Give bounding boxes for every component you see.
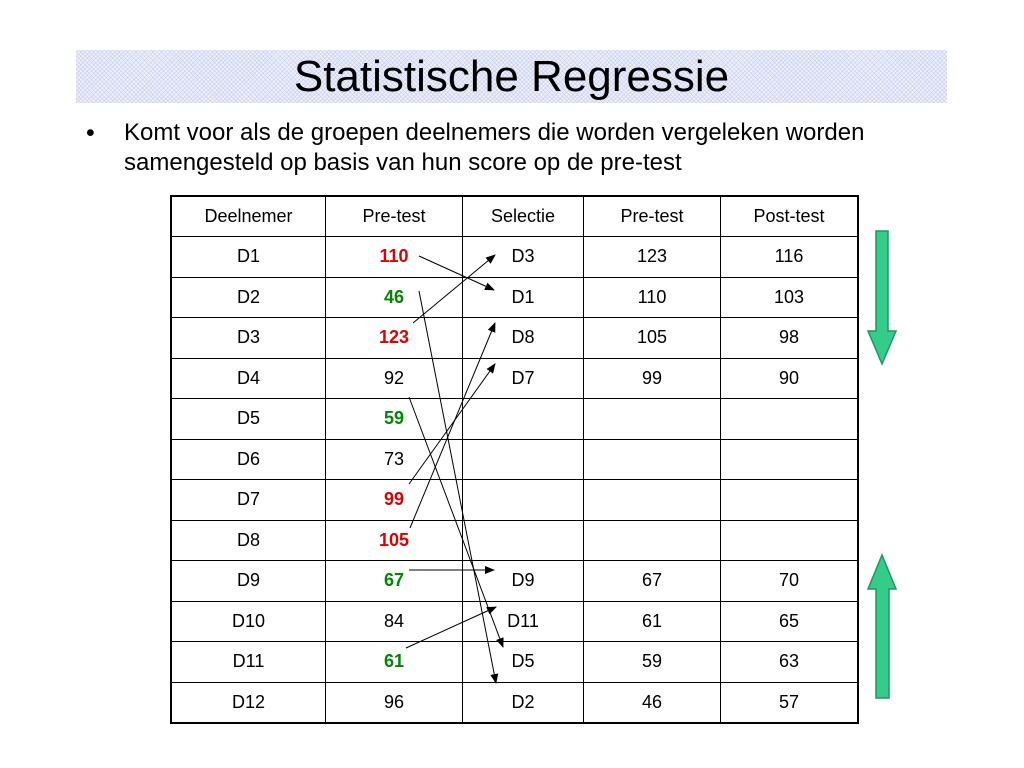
- cell-pretest: 96: [326, 682, 463, 723]
- connector-arrow: [409, 397, 503, 647]
- arrow-down-icon: [868, 231, 896, 364]
- connector-arrow: [410, 323, 495, 528]
- cell-pretest: 123: [326, 318, 463, 359]
- header-selectie: Selectie: [463, 196, 584, 237]
- cell-pretest: 105: [326, 520, 463, 561]
- cell-pretest: 84: [326, 601, 463, 642]
- cell-posttest: 63: [721, 642, 859, 683]
- header-pretest: Pre-test: [326, 196, 463, 237]
- cell-selected-pretest: 105: [584, 318, 721, 359]
- connector-arrow: [419, 256, 494, 290]
- header-selected-pretest: Pre-test: [584, 196, 721, 237]
- cell-deelnemer: D12: [171, 682, 326, 723]
- cell-posttest: 65: [721, 601, 859, 642]
- cell-selected-pretest: 61: [584, 601, 721, 642]
- cell-deelnemer: D4: [171, 358, 326, 399]
- cell-deelnemer: D9: [171, 561, 326, 602]
- header-deelnemer: Deelnemer: [171, 196, 326, 237]
- cell-pretest: 46: [326, 277, 463, 318]
- cell-posttest: 90: [721, 358, 859, 399]
- cell-pretest: 59: [326, 399, 463, 440]
- cell-posttest: 57: [721, 682, 859, 723]
- header-posttest: Post-test: [721, 196, 859, 237]
- cell-selected-pretest: 46: [584, 682, 721, 723]
- cell-deelnemer: D5: [171, 399, 326, 440]
- connector-arrow: [409, 364, 495, 484]
- cell-selectie: D5: [463, 642, 584, 683]
- cell-deelnemer: D2: [171, 277, 326, 318]
- cell-selected-pretest: 67: [584, 561, 721, 602]
- cell-deelnemer: D7: [171, 480, 326, 521]
- cell-selected-pretest: 59: [584, 642, 721, 683]
- cell-deelnemer: D6: [171, 439, 326, 480]
- cell-pretest: 99: [326, 480, 463, 521]
- cell-selectie: D11: [463, 601, 584, 642]
- cell-pretest: 92: [326, 358, 463, 399]
- cell-selected-pretest: 123: [584, 237, 721, 278]
- cell-pretest: 73: [326, 439, 463, 480]
- cell-posttest: 116: [721, 237, 859, 278]
- slide-title: Statistische Regressie: [293, 52, 730, 101]
- arrow-up-icon: [868, 555, 896, 698]
- connector-arrow: [413, 255, 495, 323]
- cell-posttest: 98: [721, 318, 859, 359]
- cell-posttest: 70: [721, 561, 859, 602]
- cell-selectie: D7: [463, 358, 584, 399]
- cell-deelnemer: D1: [171, 237, 326, 278]
- cell-deelnemer: D11: [171, 642, 326, 683]
- cell-selectie: D9: [463, 561, 584, 602]
- cell-selectie: D2: [463, 682, 584, 723]
- cell-pretest: 110: [326, 237, 463, 278]
- cell-pretest: 67: [326, 561, 463, 602]
- cell-selected-pretest: 99: [584, 358, 721, 399]
- cell-selected-pretest: 110: [584, 277, 721, 318]
- cell-selectie: D1: [463, 277, 584, 318]
- cell-pretest: 61: [326, 642, 463, 683]
- bullet-marker: •: [86, 119, 95, 147]
- cell-selectie: D3: [463, 237, 584, 278]
- cell-deelnemer: D8: [171, 520, 326, 561]
- cell-selectie: D8: [463, 318, 584, 359]
- bullet-text: Komt voor als de groepen deelnemers die worden vergeleken worden samengesteld op basis van hun score op de pre-test: [124, 119, 865, 176]
- cell-posttest: 103: [721, 277, 859, 318]
- cell-deelnemer: D10: [171, 601, 326, 642]
- cell-deelnemer: D3: [171, 318, 326, 359]
